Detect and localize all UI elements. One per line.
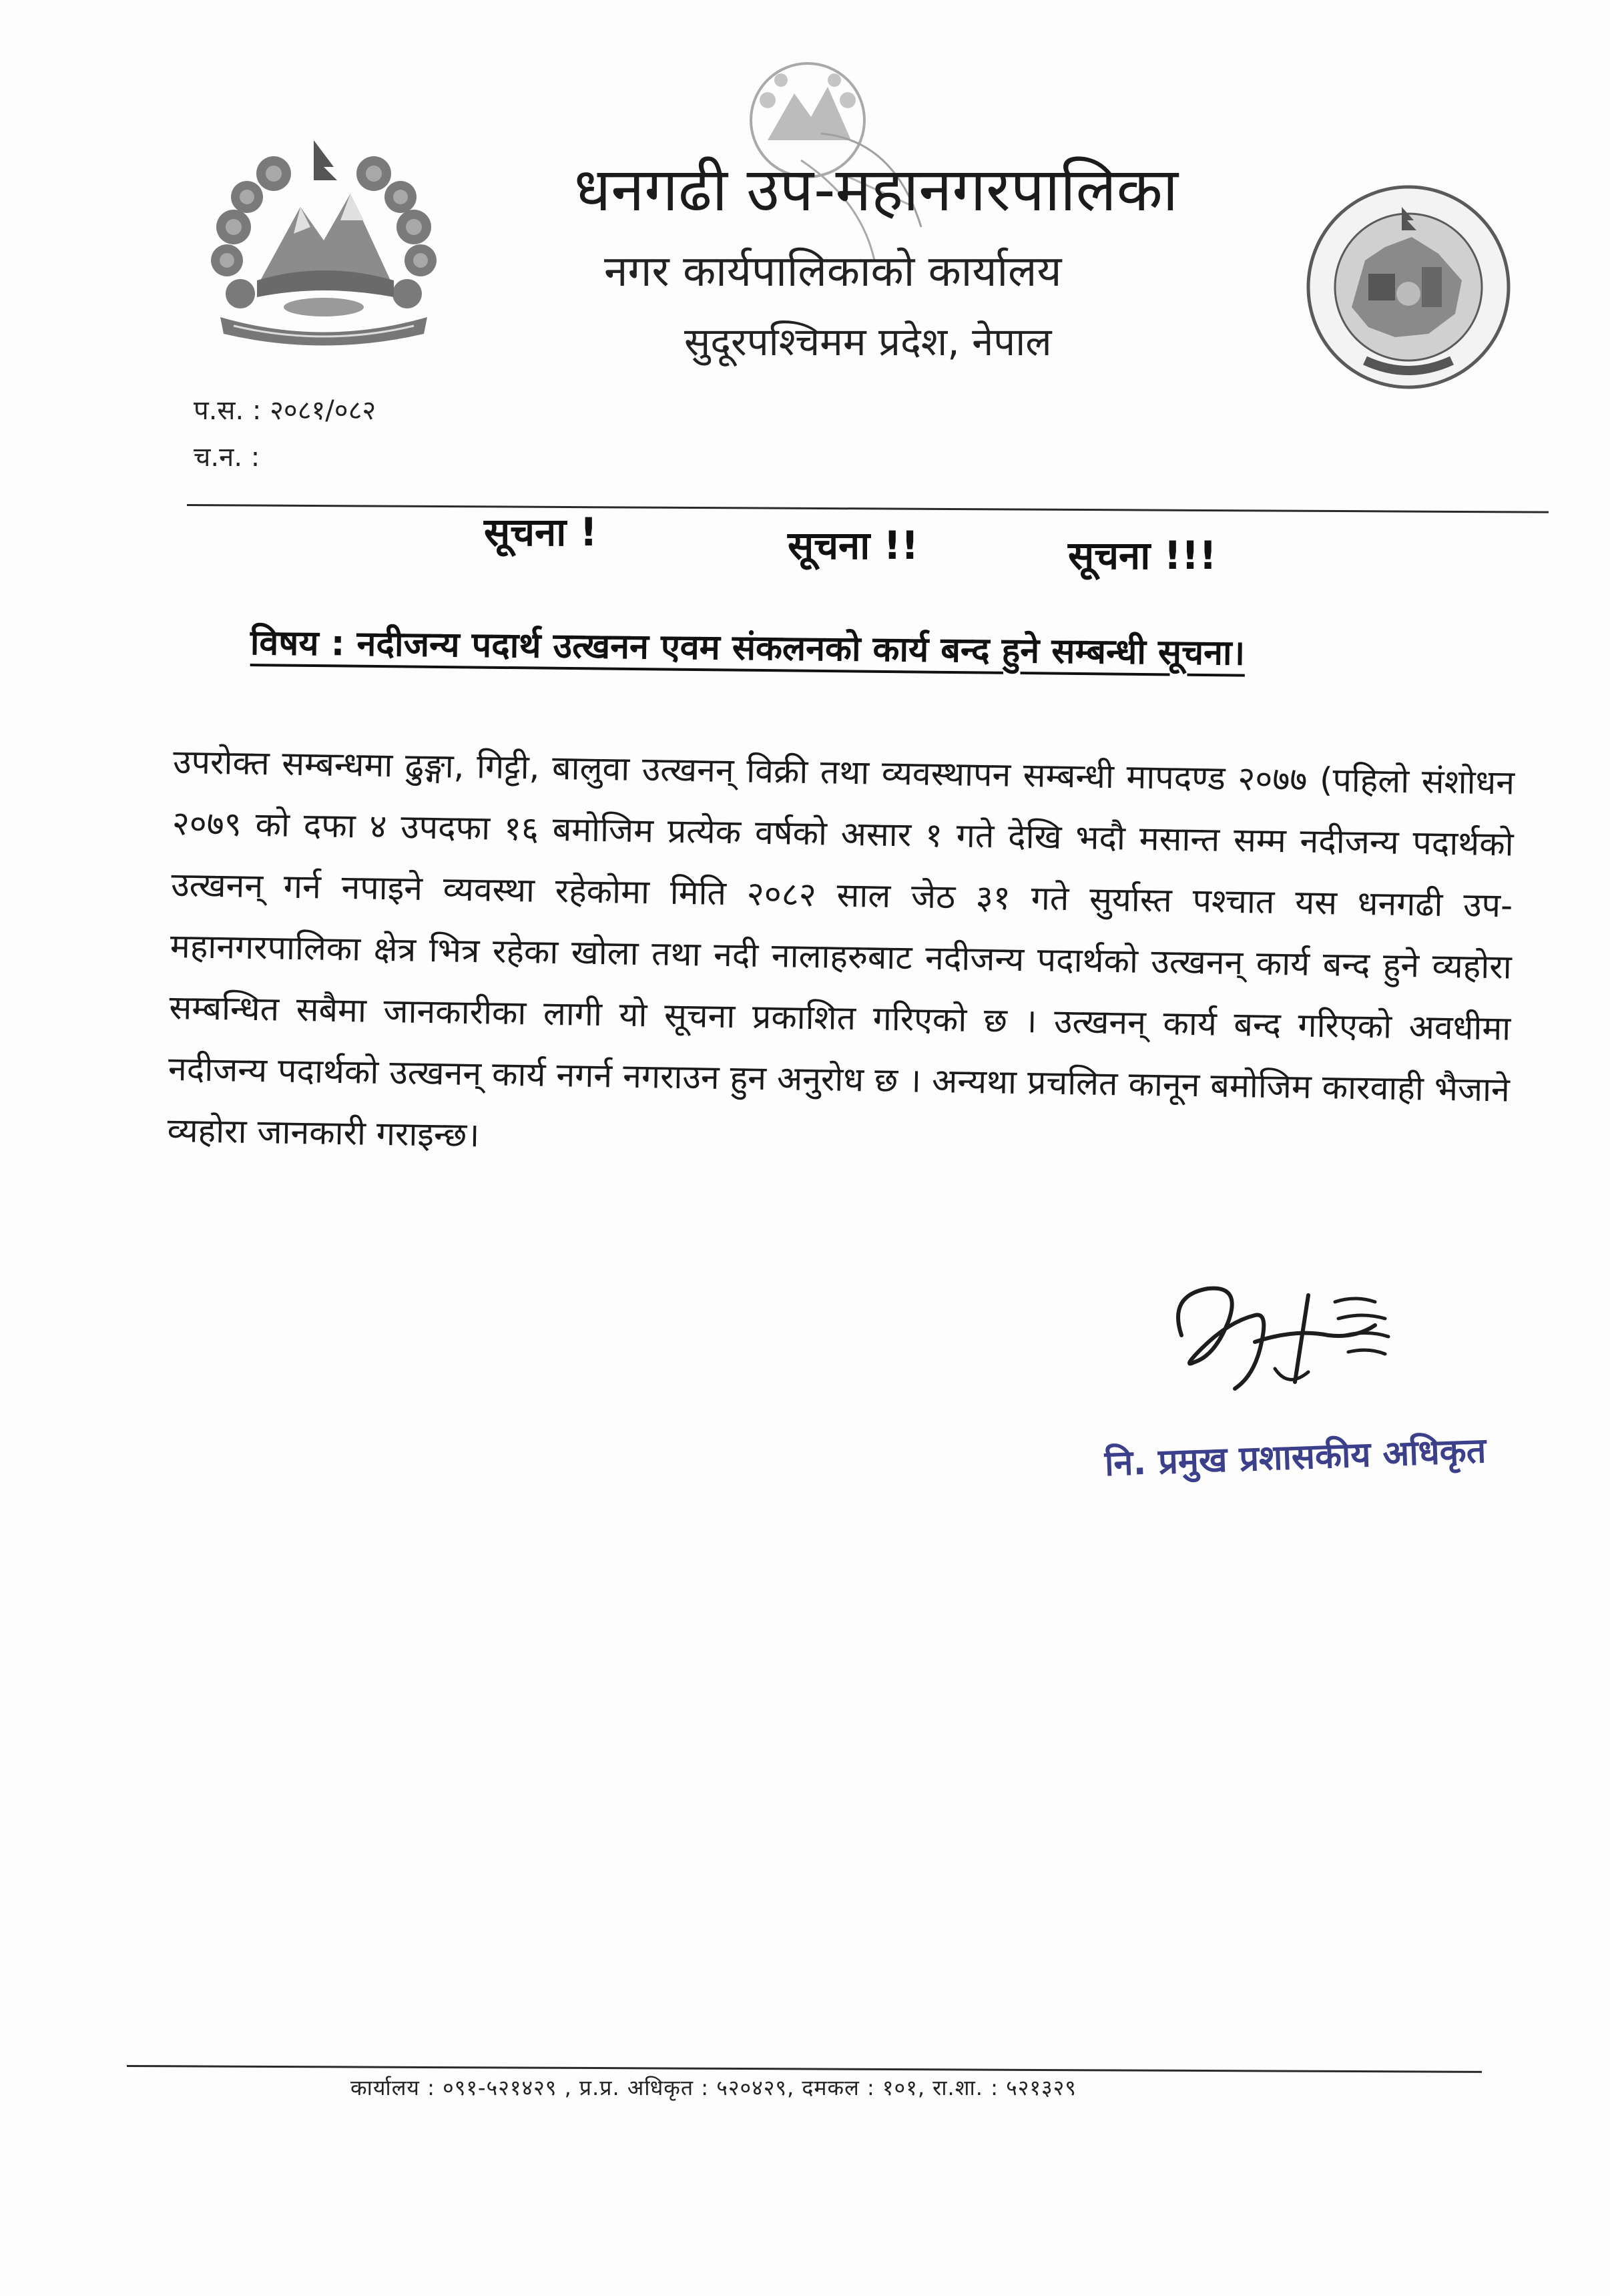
notice-heading-3: सूचना !!! [1068, 533, 1217, 578]
footer-contact-numbers: कार्यालय : ०९१-५२१४२९ , प्र.प्र. अधिकृत : ५२०४२९, दमकल : १०१, रा.शा. : ५२१३२९ [350, 2075, 1077, 2100]
header-divider [187, 504, 1549, 513]
notice-heading-1: सूचना ! [484, 509, 597, 555]
office-name: नगर कार्यपालिकाको कार्यालय [604, 247, 1062, 296]
notice-heading-2: सूचना !! [788, 523, 919, 568]
notice-body: उपरोक्त सम्बन्धमा ढुङ्गा, गिट्टी, बालुवा उत्खनन् विक्री तथा व्यवस्थापन सम्बन्धी मापदण्ड २०७७ (पहिलो संशोधन २०७९ को दफा ४ उपदफा १६ बमोजिम प्रत्येक वर्षको असार १ गते देखि भदौ मसान्त सम्म नदीजन्य पदार्थको उत्खनन् गर्न नपाइने व्यवस्था रहेकोमा मिति २०८२ साल जेठ ३१ गते सुर्यास्त पश्चात यस धनगढी उप-महानगरपालिका क्षेत्र भित्र रहेका खोला तथा नदी नालाहरुबाट नदीजन्य पदार्थको उत्खनन् कार्य बन्द हुने व्यहोरा सम्बन्धित सबैमा जानकारीका लागी यो सूचना प्रकाशित गरिएको छ । उत्खनन् कार्य बन्द गरिएको अवधीमा नदीजन्य पदार्थको उत्खनन् कार्य नगर्न नगराउन हुन अनुरोध छ । अन्यथा प्रचलित कानून बमोजिम कारवाही भैजाने व्यहोरा जानकारी गराइन्छ। [167, 742, 1515, 1155]
signer-designation: नि. प्रमुख प्रशासकीय अधिकृत [1104, 1431, 1487, 1484]
dispatch-number: च.न. : [194, 442, 260, 473]
letter-number: प.स. : २०८१/०८२ [194, 395, 376, 426]
signature-icon [1155, 1255, 1422, 1415]
nepal-emblem-icon [194, 127, 454, 354]
municipality-title: धनगढी उप-महानगरपालिका [574, 155, 1179, 225]
notice-subject: विषय : नदीजन्य पदार्थ उत्खनन एवम संकलनको कार्य बन्द हुने सम्बन्धी सूचना। [250, 623, 1246, 674]
municipality-seal-icon [1302, 180, 1515, 394]
province-name: सुदूरपश्चिमम प्रदेश, नेपाल [684, 319, 1052, 365]
footer-divider [127, 2065, 1482, 2073]
